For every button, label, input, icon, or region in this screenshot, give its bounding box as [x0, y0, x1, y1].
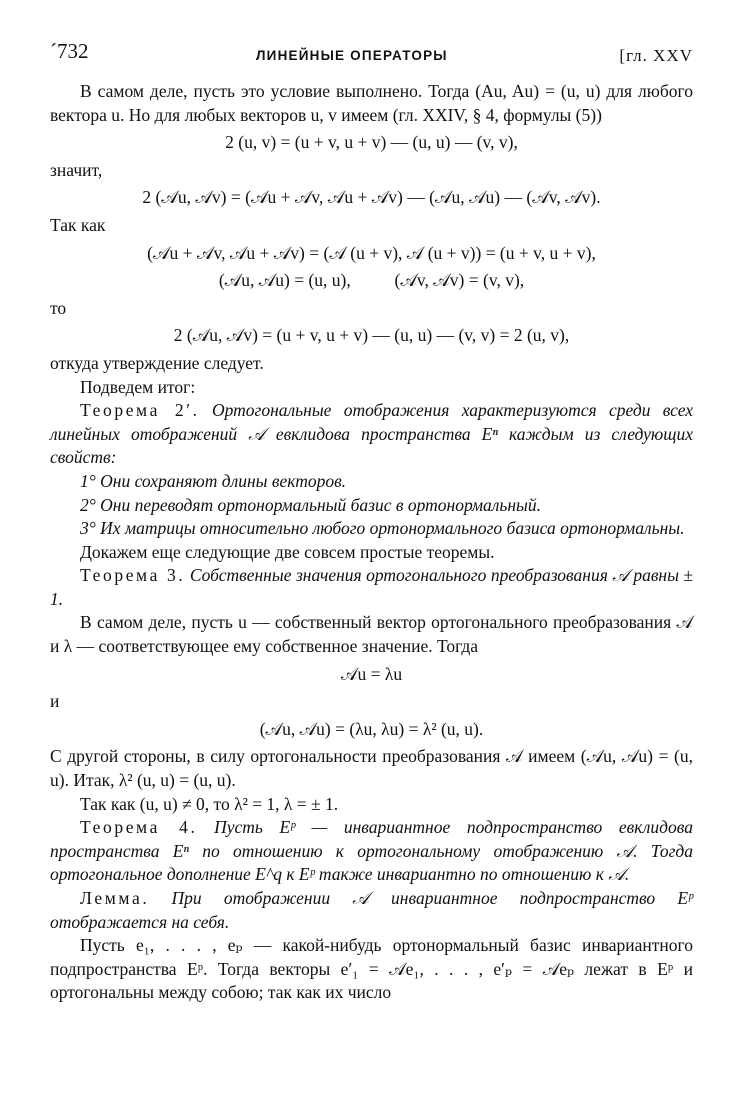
theorem-2: [50, 399, 693, 470]
paragraph-drugoy-storony: С другой стороны, в силу ортогональности преобразования 𝒜 имеем (𝒜u, 𝒜u) = (u, u). Итак, λ² (u, u) = (u, u).: [50, 746, 693, 791]
lemma-text: При отображении 𝒜 инвариантное подпространство Eᵖ отображается на себя.: [50, 888, 693, 932]
theorem-2-text: Ортогональные отображения характеризуются среди всех линейных отображений 𝒜 евклидова пространства Eⁿ каждым из следующих свойств:: [50, 400, 694, 468]
paragraph-condition: В самом деле, пусть это условие выполнено. Тогда (Au, Au) = (u, u) для любого вектора u. Но для любых векторов u, v имеем (гл. XXIV, § 4, формулы (5)): [50, 81, 693, 125]
lemma-label: Лемма.: [80, 888, 150, 908]
text-dokazhem: Докажем еще следующие две совсем простые теоремы.: [80, 541, 495, 562]
chapter-reference: [гл. XXV: [619, 46, 693, 65]
theorem-3-label: Теорема 3.: [80, 565, 186, 586]
theorem-3: [50, 564, 693, 611]
theorem-4-text: Пусть Eᵖ — инвариантное подпространство евклидова пространства Eⁿ по отношению к ортогональному отображению 𝒜. Тогда ортогональное дополнение E^q к Eᵖ также инвариантно по отношению к 𝒜.: [50, 817, 694, 885]
equation-4: (𝒜u, 𝒜u) = (u, u), (𝒜v, 𝒜v) = (v, v),: [218, 270, 525, 291]
equation-7: (𝒜u, 𝒜u) = (λu, λu) = λ² (u, u).: [259, 718, 484, 739]
theorem-3-text: Собственные значения ортогонального преобразования 𝒜 равны ± 1.: [50, 565, 694, 609]
text-tak-kak: Так как: [50, 214, 106, 235]
theorem-4-label: Теорема 4.: [80, 817, 198, 838]
text-podvedem: Подведем итог:: [80, 376, 196, 397]
equation-6: 𝒜u = λu: [340, 663, 403, 684]
property-3: 3° Их матрицы относительно любого ортонормального базиса ортонормальны.: [80, 518, 685, 539]
equation-5: 2 (𝒜u, 𝒜v) = (u + v, u + v) — (u, u) — (v, v) = 2 (u, v),: [173, 325, 570, 346]
text-otkuda: откуда утверждение следует.: [50, 352, 264, 373]
text-znachit: значит,: [50, 159, 103, 180]
property-1: 1° Они сохраняют длины векторов.: [80, 470, 347, 491]
theorem-2-label: Теорема 2′.: [80, 400, 200, 421]
lemma: [50, 887, 693, 934]
page-number: ´732: [50, 39, 89, 63]
running-header: [50, 40, 693, 80]
text-i: и: [50, 691, 60, 712]
equation-1: 2 (u, v) = (u + v, u + v) — (u, u) — (v, v),: [225, 132, 518, 153]
paragraph-last: Пусть e₁, . . . , eₚ — какой-нибудь ортонормальный базис инвариантного подпространства Eᵖ. Тогда векторы e′₁ = 𝒜e₁, . . . , e′ₚ = 𝒜eₚ лежат в Eᵖ и ортогональны между собою; так как их число: [50, 935, 693, 1003]
text-to: то: [50, 297, 67, 318]
equation-2: 2 (𝒜u, 𝒜v) = (𝒜u + 𝒜v, 𝒜u + 𝒜v) — (𝒜u, 𝒜u) — (𝒜v, 𝒜v).: [142, 187, 601, 208]
running-title: ЛИНЕЙНЫЕ ОПЕРАТОРЫ: [256, 48, 448, 63]
paragraph-tak-kak: Так как (u, u) ≠ 0, то λ² = 1, λ = ± 1.: [80, 793, 339, 814]
theorem-4: [50, 816, 693, 887]
paragraph-proof-3: В самом деле, пусть u — собственный вектор ортогонального преобразования 𝒜 и λ — соответствующее ему собственное значение. Тогда: [50, 612, 693, 657]
property-2: 2° Они переводят ортонормальный базис в ортонормальный.: [80, 494, 542, 515]
equation-3: (𝒜u + 𝒜v, 𝒜u + 𝒜v) = (𝒜 (u + v), 𝒜 (u + v)) = (u + v, u + v),: [147, 242, 596, 263]
